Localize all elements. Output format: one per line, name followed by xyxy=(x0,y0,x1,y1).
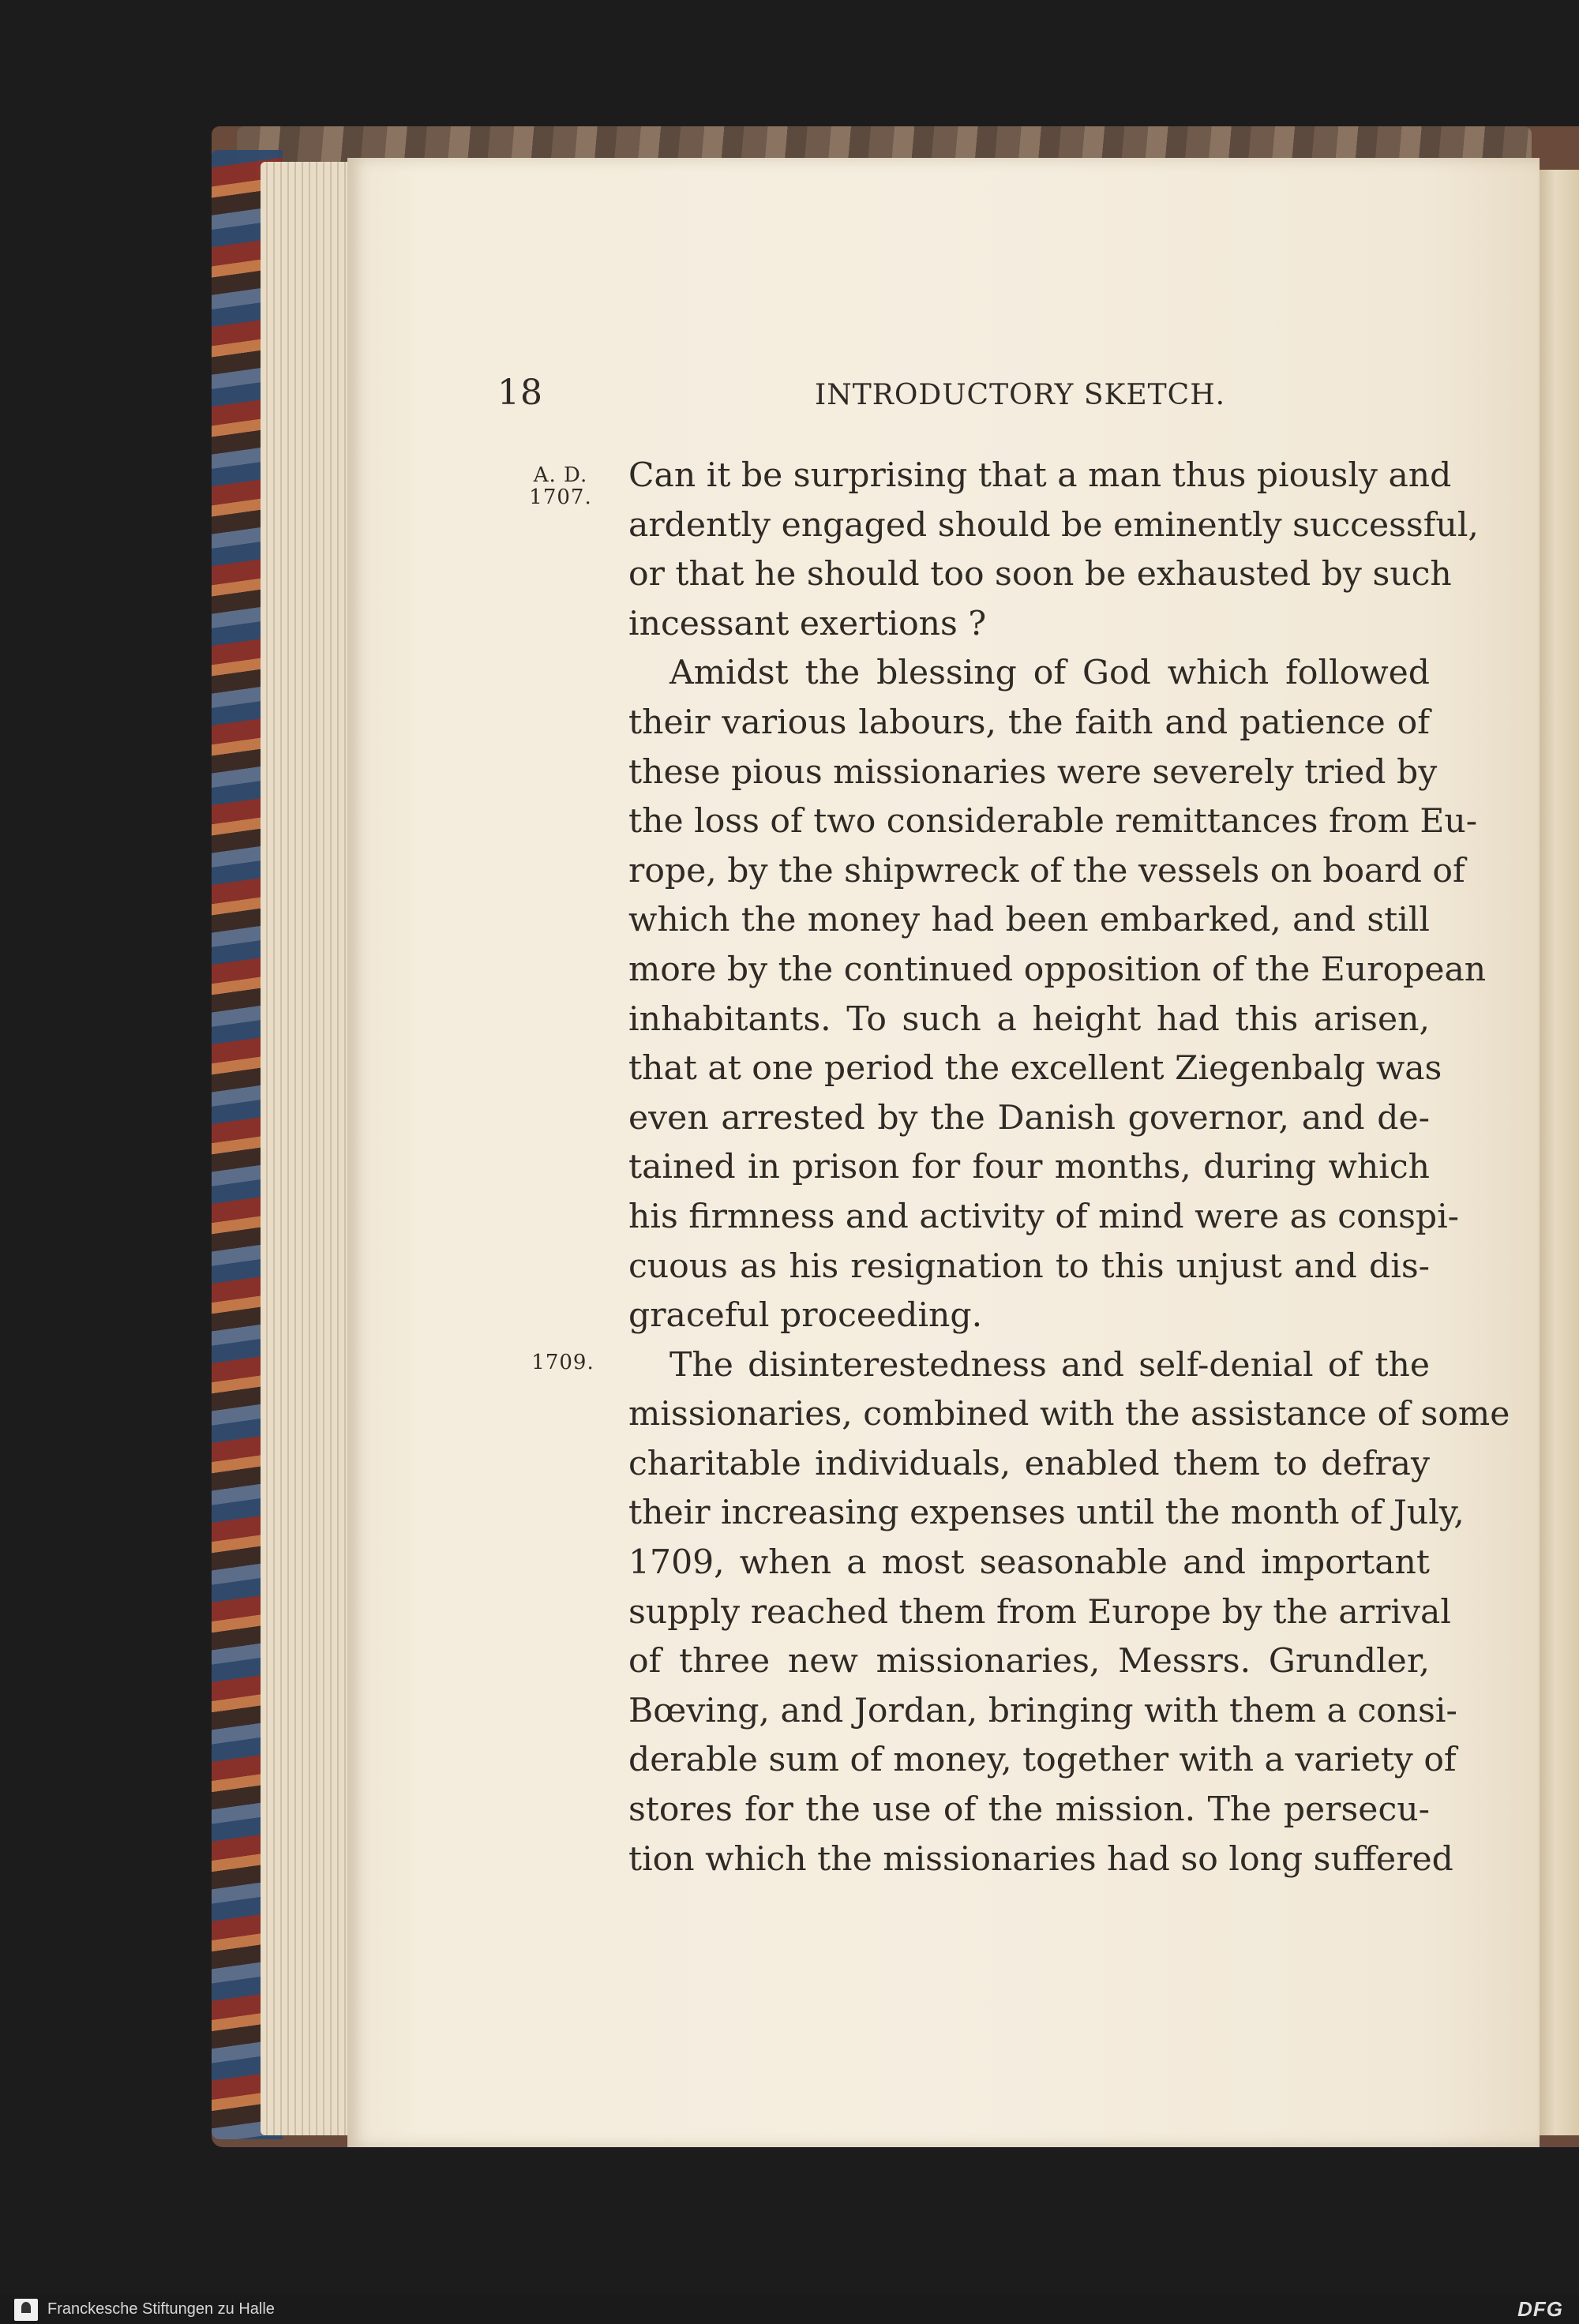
dfg-logo: DFG xyxy=(1517,2297,1563,2321)
margin-note-date xyxy=(521,464,600,508)
text-line: their increasing expenses until the month of July, xyxy=(628,1494,1465,1533)
text-line: Bœving, and Jordan, bringing with them a consi- xyxy=(628,1691,1457,1730)
text-line: The disinterestedness and self-denial of the xyxy=(669,1345,1430,1385)
text-line: ardently engaged should be eminently successful, xyxy=(628,505,1479,545)
text-line: 1709, when a most seasonable and important xyxy=(628,1543,1430,1583)
viewer-footer xyxy=(0,2294,1579,2324)
text-line: these pious missionaries were severely tried by xyxy=(628,752,1438,792)
text-line: the loss of two considerable remittances from Eu- xyxy=(628,802,1478,842)
text-line: derable sum of money, together with a variety of xyxy=(628,1741,1457,1780)
text-line: supply reached them from Europe by the arrival xyxy=(628,1592,1451,1632)
page-number: 18 xyxy=(497,373,543,413)
running-head: INTRODUCTORY SKETCH. xyxy=(815,379,1226,411)
margin-note-era: A. D. xyxy=(533,463,588,487)
text-line: even arrested by the Danish governor, and de- xyxy=(628,1098,1430,1138)
text-line: Amidst the blessing of God which followed xyxy=(669,654,1430,693)
text-line: charitable individuals, enabled them to defray xyxy=(628,1444,1430,1483)
text-line: his firmness and activity of mind were as conspi- xyxy=(628,1197,1460,1236)
text-line: tion which the missionaries had so long suffered xyxy=(628,1839,1453,1879)
text-line: graceful proceeding. xyxy=(628,1296,983,1336)
institution-logo-icon xyxy=(14,2299,38,2321)
margin-note-year-1709: 1709. xyxy=(531,1351,594,1374)
text-line: which the money had been embarked, and still xyxy=(628,901,1430,940)
margin-note-year-1707: 1707. xyxy=(529,485,592,509)
body-text xyxy=(628,452,1510,1884)
text-line: their various labours, the faith and patience of xyxy=(628,703,1430,742)
text-line: stores for the use of the mission. The persecu- xyxy=(628,1790,1430,1830)
text-line: missionaries, combined with the assistance of some xyxy=(628,1395,1510,1434)
text-line: cuous as his resignation to this unjust and dis- xyxy=(628,1246,1430,1286)
institution-label: Franckesche Stiftungen zu Halle xyxy=(47,2300,275,2318)
text-line: of three new missionaries, Messrs. Grundler, xyxy=(628,1642,1430,1681)
text-line: rope, by the shipwreck of the vessels on board of xyxy=(628,851,1465,890)
text-line: or that he should too soon be exhausted by such xyxy=(628,555,1452,594)
text-line: tained in prison for four months, during which xyxy=(628,1148,1430,1187)
text-line: more by the continued opposition of the European xyxy=(628,950,1487,989)
text-line: that at one period the excellent Ziegenbalg was xyxy=(628,1049,1442,1089)
text-line: Can it be surprising that a man thus piously and xyxy=(628,456,1452,495)
text-line: inhabitants. To such a height had this arisen, xyxy=(628,999,1430,1039)
text-line: incessant exertions ? xyxy=(628,604,987,643)
